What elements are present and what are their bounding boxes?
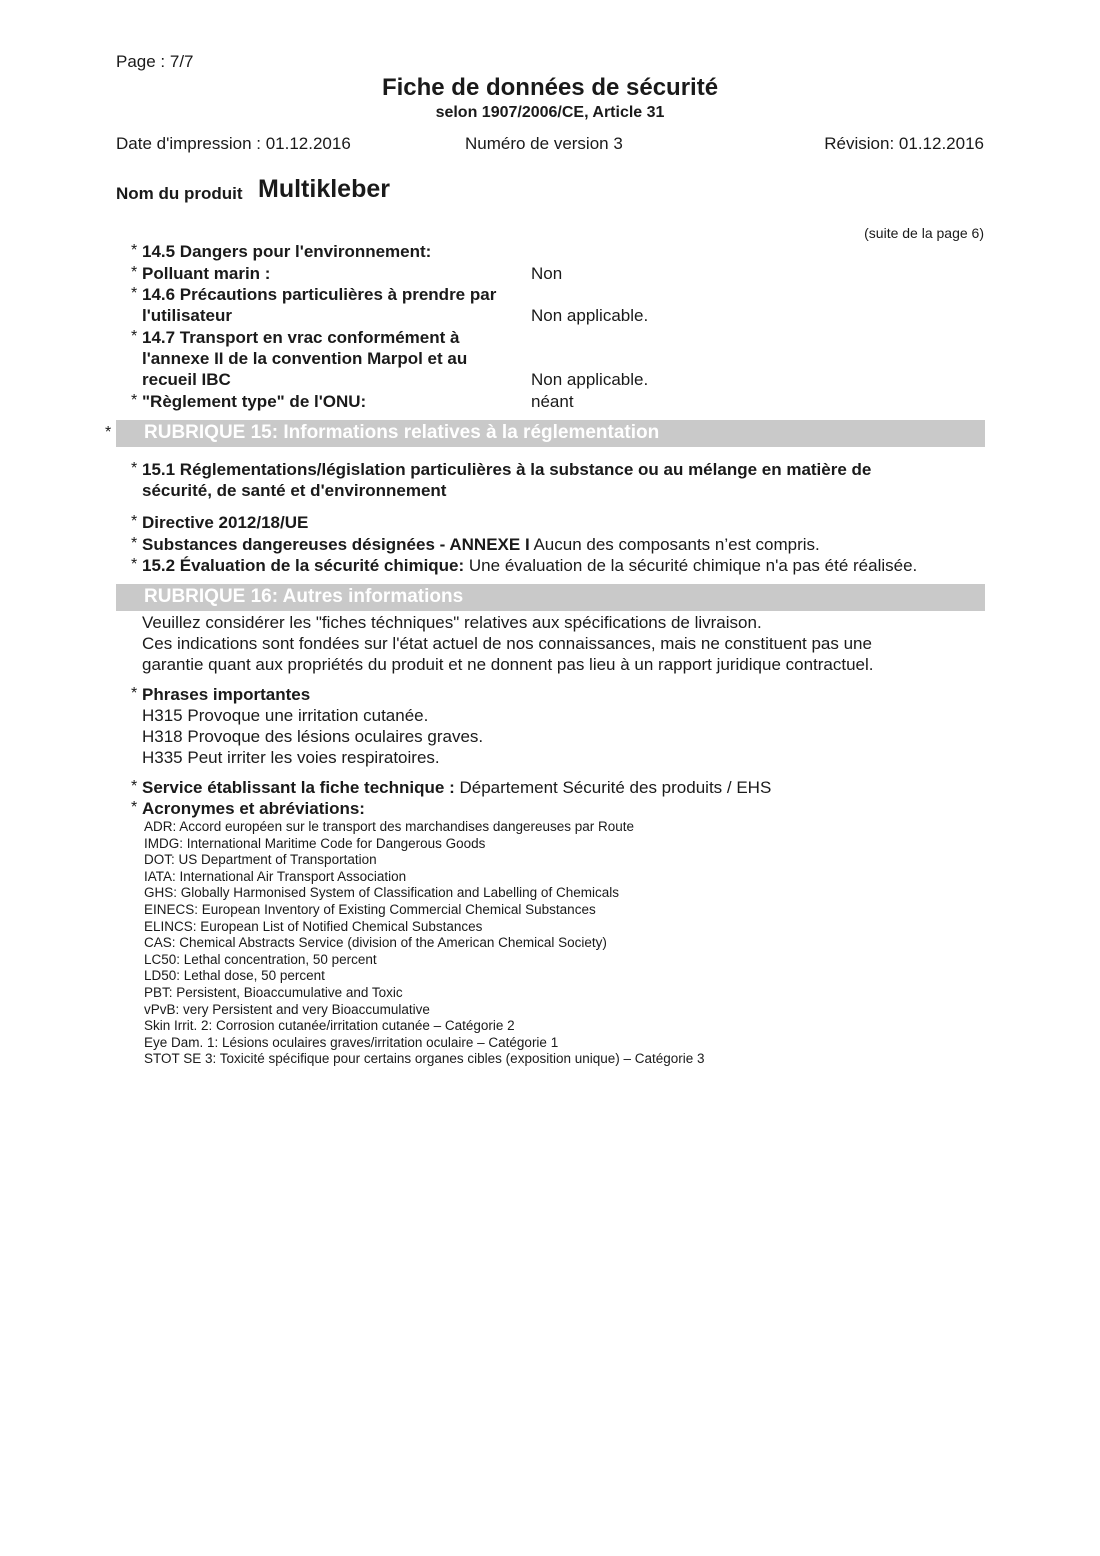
change-marker: * [131, 328, 138, 345]
un-model-value: néant [531, 392, 574, 411]
acronym-item: LD50: Lethal dose, 50 percent [144, 968, 325, 983]
marine-pollutant-label: Polluant marin : [142, 264, 271, 283]
substances-label: Substances dangereuses désignées - ANNEXE I [142, 535, 530, 554]
phrase-h315: H315 Provoque une irritation cutanée. [142, 706, 429, 725]
acronym-item: Eye Dam. 1: Lésions oculaires graves/irritation oculaire – Catégorie 1 [144, 1035, 559, 1050]
change-marker: * [131, 460, 138, 477]
section16-header [116, 584, 985, 611]
precautions-label-line1: 14.6 Précautions particulières à prendre par [142, 285, 497, 304]
regulations-line2: sécurité, de santé et d'environnement [142, 481, 447, 500]
bulk-transport-line3: recueil IBC [142, 370, 231, 389]
marine-pollutant-value: Non [531, 264, 563, 283]
phrases-label: Phrases importantes [142, 685, 311, 704]
change-marker: * [105, 424, 112, 441]
acronym-item: IATA: International Air Transport Association [144, 869, 407, 884]
info-line3: garantie quant aux propriétés du produit et ne donnent pas lieu à un rapport juridique contractuel. [142, 655, 874, 674]
acronyms-label: Acronymes et abréviations: [142, 799, 365, 818]
service-value: Département Sécurité des produits / EHS [459, 778, 772, 797]
change-marker: * [131, 799, 138, 816]
change-marker: * [131, 242, 138, 259]
acronym-item: CAS: Chemical Abstracts Service (division of the American Chemical Society) [144, 935, 607, 950]
info-line1: Veuillez considérer les "fiches téchniques" relatives aux spécifications de livraison. [142, 613, 762, 632]
evaluation-value: Une évaluation de la sécurité chimique n'a pas été réalisée. [468, 556, 918, 575]
substances-line [142, 535, 820, 555]
page-number: Page : 7/7 [116, 52, 194, 71]
acronym-item: Skin Irrit. 2: Corrosion cutanée/irritation cutanée – Catégorie 2 [144, 1018, 515, 1033]
change-marker: * [131, 535, 138, 552]
acronym-item: STOT SE 3: Toxicité spécifique pour certains organes cibles (exposition unique) – Catégorie 3 [144, 1051, 705, 1066]
change-marker: * [131, 685, 138, 702]
acronym-item: DOT: US Department of Transportation [144, 852, 377, 867]
precautions-label-line2: l'utilisateur [142, 306, 233, 325]
directive-label: Directive 2012/18/UE [142, 513, 309, 532]
bulk-transport-line1: 14.7 Transport en vrac conformément à [142, 328, 460, 347]
service-line [142, 778, 771, 798]
section16-title: RUBRIQUE 16: Autres informations [144, 586, 464, 607]
acronym-item: IMDG: International Maritime Code for Dangerous Goods [144, 836, 486, 851]
change-marker: * [131, 778, 138, 795]
service-label: Service établissant la fiche technique : [142, 778, 455, 797]
acronym-item: EINECS: European Inventory of Existing Commercial Chemical Substances [144, 902, 596, 917]
regulations-line1: 15.1 Réglementations/législation particulières à la substance ou au mélange en matière de [142, 460, 872, 479]
change-marker: * [131, 285, 138, 302]
version-number: Numéro de version 3 [465, 134, 623, 153]
acronym-item: GHS: Globally Harmonised System of Classification and Labelling of Chemicals [144, 885, 619, 900]
section15-header [116, 420, 985, 447]
un-model-label: "Règlement type" de l'ONU: [142, 392, 367, 411]
document-title: Fiche de données de sécurité [381, 74, 719, 101]
change-marker: * [131, 392, 138, 409]
info-line2: Ces indications sont fondées sur l'état actuel de nos connaissances, mais ne constituent pas une [142, 634, 872, 653]
acronym-item: LC50: Lethal concentration, 50 percent [144, 952, 377, 967]
section15-title: RUBRIQUE 15: Informations relatives à la réglementation [144, 422, 660, 443]
bulk-transport-line2: l'annexe II de la convention Marpol et au [142, 349, 468, 368]
bulk-transport-value: Non applicable. [531, 370, 649, 389]
product-label: Nom du produit [116, 184, 243, 203]
document-subtitle: selon 1907/2006/CE, Article 31 [435, 104, 665, 121]
acronym-item: ADR: Accord européen sur le transport des marchandises dangereuses par Route [144, 819, 635, 834]
print-date: Date d'impression : 01.12.2016 [116, 134, 351, 153]
acronym-item: PBT: Persistent, Bioaccumulative and Toxic [144, 985, 403, 1000]
evaluation-label: 15.2 Évaluation de la sécurité chimique: [142, 556, 465, 575]
env-hazards-label: 14.5 Dangers pour l'environnement: [142, 242, 432, 261]
precautions-value: Non applicable. [531, 306, 649, 325]
acronym-item: ELINCS: European List of Notified Chemical Substances [144, 919, 483, 934]
revision-date: Révision: 01.12.2016 [824, 134, 984, 153]
acronym-item: vPvB: very Persistent and very Bioaccumulative [144, 1002, 430, 1017]
change-marker: * [131, 556, 138, 573]
product-name: Multikleber [258, 175, 390, 203]
phrase-h318: H318 Provoque des lésions oculaires graves. [142, 727, 484, 746]
change-marker: * [131, 264, 138, 281]
phrase-h335: H335 Peut irriter les voies respiratoires. [142, 748, 440, 767]
change-marker: * [131, 513, 138, 530]
substances-value: Aucun des composants n’est compris. [533, 535, 820, 554]
continued-note: (suite de la page 6) [864, 225, 984, 241]
evaluation-line [142, 556, 917, 576]
